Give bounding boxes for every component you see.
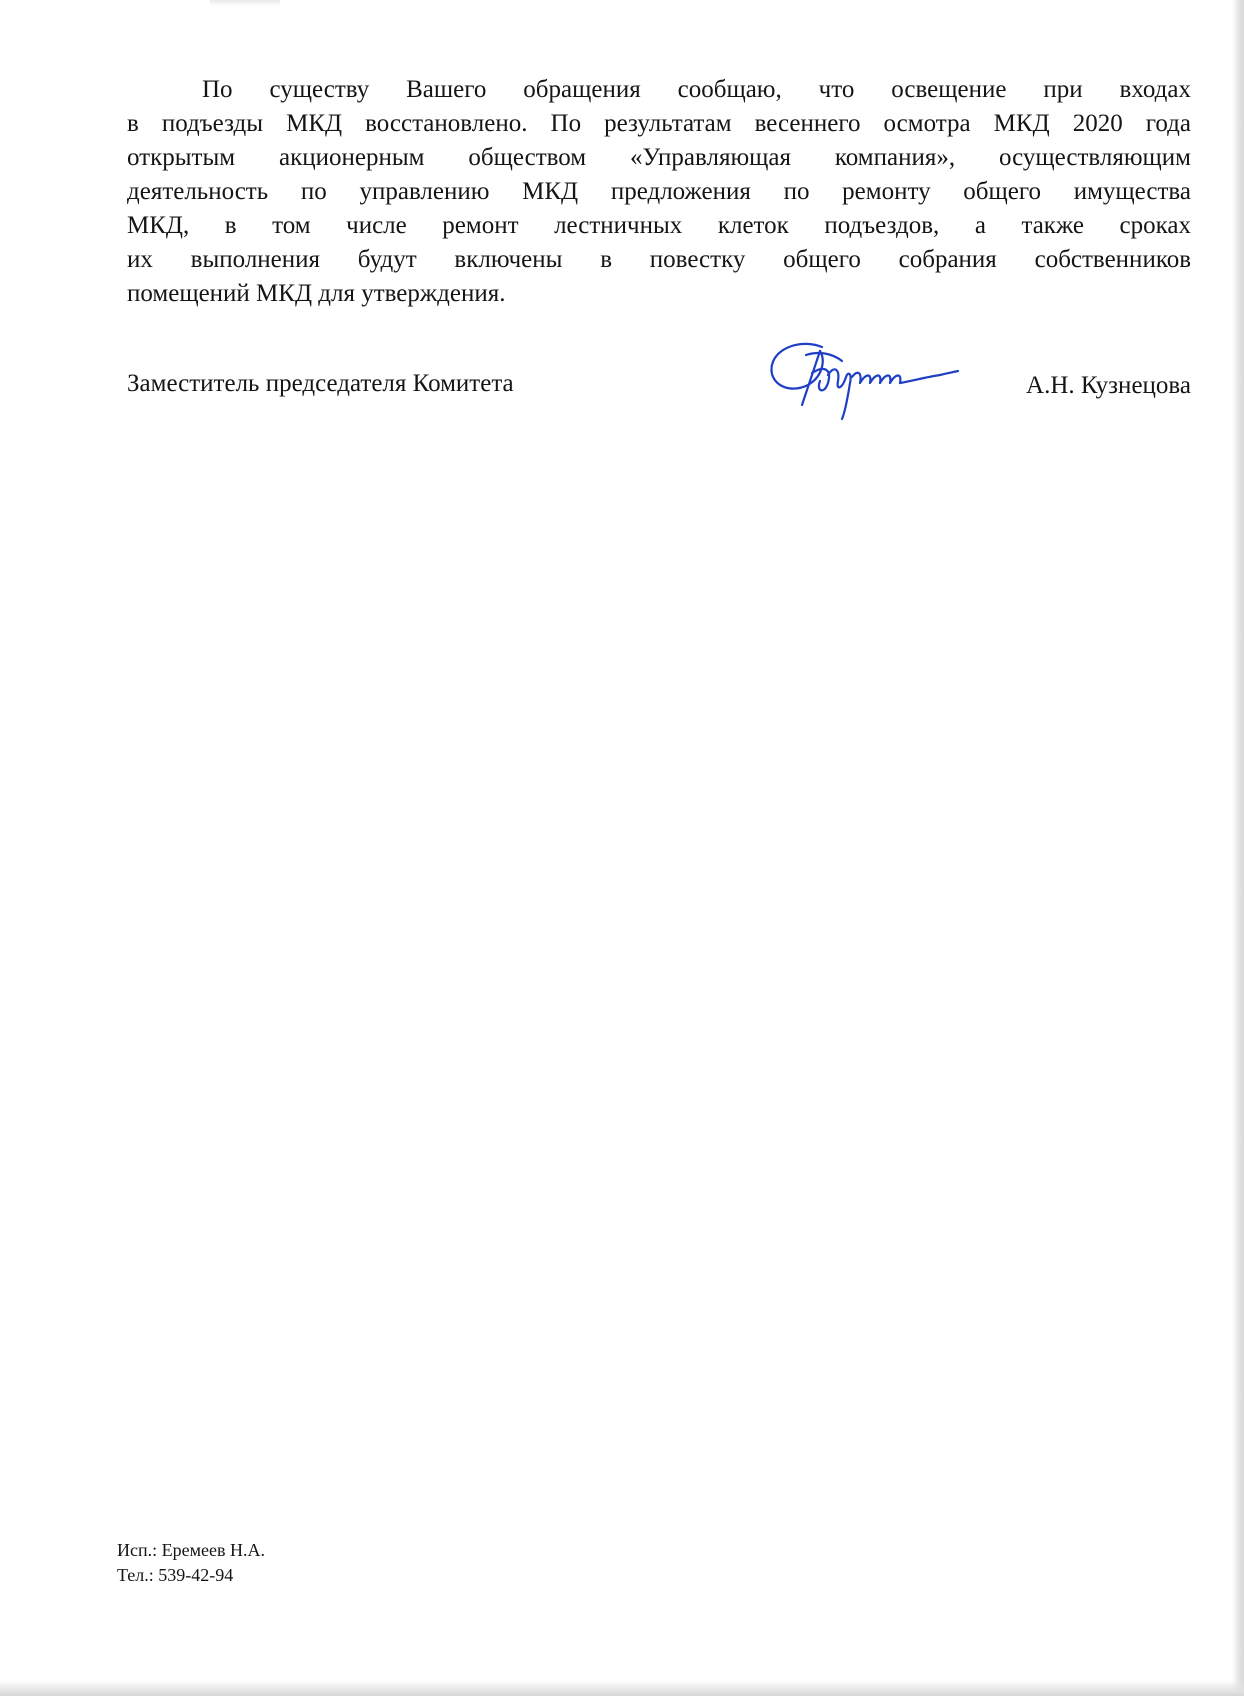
phone-line: Тел.: 539-42-94 [117, 1565, 234, 1585]
body-line: МКД, в том числе ремонт лестничных клеток подъездов, а также сроках [127, 212, 1191, 239]
scan-artifact-right-edge [1232, 0, 1244, 1696]
executor-line: Исп.: Еремеев Н.А. [117, 1540, 265, 1560]
body-line: деятельность по управлению МКД предложения по ремонту общего имущества [127, 178, 1191, 205]
signatory-position: Заместитель председателя Комитета [127, 370, 514, 397]
signatory-name: А.Н. Кузнецова [1026, 372, 1191, 399]
body-line: в подъезды МКД восстановлено. По результатам весеннего осмотра МКД 2020 года [127, 110, 1191, 137]
body-line: помещений МКД для утверждения. [127, 280, 506, 307]
body-line: По существу Вашего обращения сообщаю, что освещение при входах [202, 76, 1191, 103]
handwritten-signature [762, 325, 962, 423]
scan-artifact-bottom-edge [0, 1680, 1244, 1696]
executor-footer [117, 1538, 265, 1588]
scan-artifact-top [210, 0, 280, 6]
body-line: открытым акционерным обществом «Управляющая компания», осуществляющим [127, 144, 1191, 171]
body-line: их выполнения будут включены в повестку общего собрания собственников [127, 246, 1191, 273]
letter-body [127, 73, 1191, 311]
